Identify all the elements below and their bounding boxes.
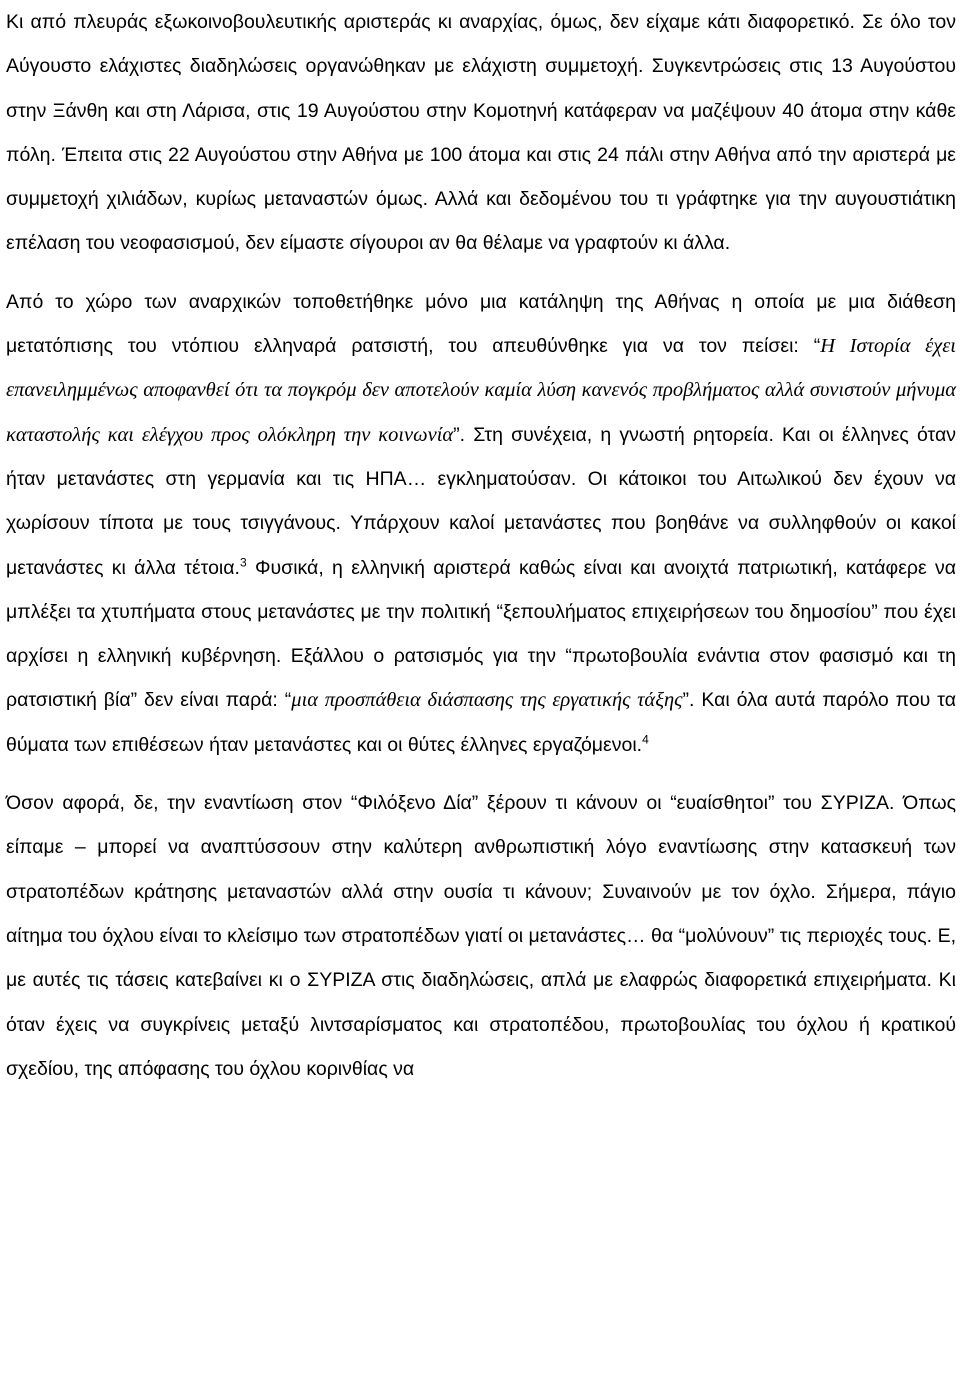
footnote-ref-3[interactable]: 3 bbox=[239, 555, 247, 570]
paragraph-2-text-b: ”. Στη συνέχεια, η γνωστή ρητορεία. Και οι έλληνες όταν ήταν μετανάστες στη γερμανία και τις ΗΠΑ… εγκληματούσαν. Οι κάτοικοι του Αιτωλικού δεν έχουν να χωρίσουν τίποτα με τους τσιγγάνους. Υπάρχουν καλοί μετανάστες που βοηθάνε να συλληφθούν οι κακοί μετανάστες κι άλλα τέτοια. bbox=[6, 423, 957, 579]
paragraph-1-text: Κι από πλευράς εξωκοινοβουλευτικής αριστεράς κι αναρχίας, όμως, δεν είχαμε κάτι διαφορετικό. Σε όλο τον Αύγουστο ελάχιστες διαδηλώσεις οργανώθηκαν με ελάχιστη συμμετοχή. Συγκεντρώσεις στις 13 Αυγούστου στην Ξάνθη και στη Λάρισα, στις 19 Αυγούστου στην Κομοτηνή κατάφεραν να μαζέψουν 40 άτομα στην κάθε πόλη. Έπειτα στις 22 Αυγούστου στην Αθήνα με 100 άτομα και στις 24 πάλι στην Αθήνα από την αριστερά με συμμετοχή χιλιάδων, κυρίως μεταναστών όμως. Αλλά και δεδομένου του τι γράφτηκε για την αυγουστιάτικη επέλαση του νεοφασισμού, δεν είμαστε σίγουροι αν θα θέλαμε να γραφτούν κι άλλα. bbox=[6, 11, 956, 255]
paragraph-2-quote-b: μια προσπάθεια διάσπασης της εργατικής τάξης bbox=[291, 689, 683, 712]
paragraph-2-text-c: Φυσικά, η ελληνική αριστερά καθώς είναι και ανοιχτά πατριωτική, κατάφερε να μπλέξει τα χτυπήματα στους μετανάστες με την πολιτική “ξεπουλήματος επιχειρήσεων του δημοσίου” που έχει αρχίσει η ελληνική κυβέρνηση. Εξάλλου ο ρατσισμός για την “πρωτοβουλία ενάντια στον φασισμό και τη ρατσιστική βία” δεν είναι παρά: “ bbox=[6, 556, 957, 712]
paragraph-1 bbox=[6, 0, 956, 266]
footnote-ref-4[interactable]: 4 bbox=[642, 732, 649, 747]
paragraph-3 bbox=[6, 781, 956, 1091]
paragraph-2-quote-a: Η Ιστορία έχει επανειλημμένως αποφανθεί ότι τα πογκρόμ δεν αποτελούν καμία λύση κανενός προβλήματος αλλά συνιστούν μήνυμα καταστολής και ελέγχου προς ολόκληρη την κοινωνία bbox=[6, 335, 956, 446]
paragraph-2-text-a: Από το χώρο των αναρχικών τοποθετήθηκε μόνο μια κατάληψη της Αθήνας η οποία με μια διάθεση μετατόπισης του ντόπιου ελληναρά ρατσιστή, του απευθύνθηκε για να τον πείσει: “ bbox=[6, 290, 956, 358]
paragraph-3-text: Όσον αφορά, δε, την εναντίωση στον “Φιλόξενο Δία” ξέρουν τι κάνουν οι “ευαίσθητοι” του ΣΥΡΙΖΑ. Όπως είπαμε – μπορεί να αναπτύσσουν στην καλύτερη ανθρωπιστική λόγο εναντίωσης στην κατασκευή των στρατοπέδων κράτησης μεταναστών αλλά στην ουσία τι κάνουν; Συναινούν με τον όχλο. Σήμερα, πάγιο αίτημα του όχλου είναι το κλείσιμο των στρατοπέδων γιατί οι μετανάστες… θα “μολύνουν” τις περιοχές τους. Ε, με αυτές τις τάσεις κατεβαίνει κι ο ΣΥΡΙΖΑ στις διαδηλώσεις, απλά με ελαφρώς διαφορετικά επιχειρήματα. Κι όταν έχεις να συγκρίνεις μεταξύ λιντσαρίσματος και στρατοπέδου, πρωτοβουλίας του όχλου ή κρατικού σχεδίου, της απόφασης του όχλου κορινθίας να bbox=[6, 792, 956, 1080]
document-page bbox=[6, 0, 956, 1091]
paragraph-2-text-d: ”. Και όλα αυτά παρόλο που τα θύματα των επιθέσεων ήταν μετανάστες και οι θύτες έλληνες εργαζόμενοι. bbox=[6, 689, 956, 756]
paragraph-2 bbox=[6, 280, 956, 767]
